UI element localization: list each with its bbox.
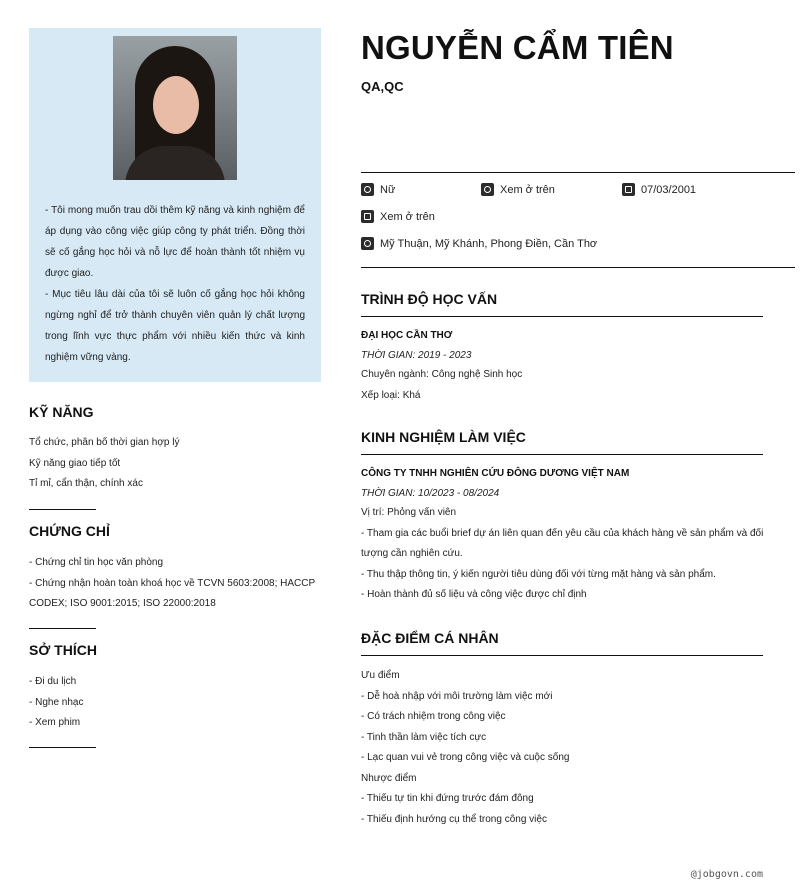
list-item: - Chứng nhận hoàn toàn khoá học về TCVN 5603:2008; HACCP CODEX; ISO 9001:2015; ISO 22000:2018 bbox=[29, 577, 315, 609]
strength-item: - Dễ hoà nhập với môi trường làm việc mới bbox=[361, 690, 553, 702]
strengths-label: Ưu điểm bbox=[361, 670, 400, 681]
experience-title: KINH NGHIỆM LÀM VIỆC bbox=[361, 429, 526, 445]
email-icon bbox=[361, 210, 374, 223]
photo-face bbox=[153, 76, 199, 134]
phone-value: Xem ở trên bbox=[500, 183, 555, 196]
list-item: Kỹ năng giao tiếp tốt bbox=[29, 457, 121, 469]
strength-item: - Có trách nhiệm trong công việc bbox=[361, 711, 506, 722]
career-objective bbox=[45, 200, 305, 368]
watermark: @jobgovn.com bbox=[690, 869, 763, 880]
school-name: ĐẠI HỌC CẦN THƠ bbox=[361, 330, 453, 341]
candidate-name: NGUYỄN CẨM TIÊN bbox=[361, 29, 674, 66]
experience-body bbox=[361, 464, 765, 606]
education-grade: Xếp loại: Khá bbox=[361, 389, 421, 401]
education-body bbox=[361, 326, 765, 406]
education-major: Chuyên ngành: Công nghệ Sinh học bbox=[361, 369, 523, 380]
contact-birthday bbox=[622, 183, 696, 196]
certificates-list bbox=[29, 553, 325, 615]
list-item: - Xem phim bbox=[29, 717, 81, 728]
skills-title: KỸ NĂNG bbox=[29, 404, 94, 420]
experience-duty: - Hoàn thành đủ số liệu và công việc được chỉ định bbox=[361, 589, 587, 600]
birthday-value: 07/03/2001 bbox=[641, 183, 697, 196]
contact-phone bbox=[481, 183, 555, 196]
experience-period: THỜI GIAN: 10/2023 - 08/2024 bbox=[361, 488, 500, 499]
strength-item: - Lạc quan vui vẻ trong công việc và cuộc sống bbox=[361, 752, 570, 763]
list-item: Tỉ mỉ, cẩn thận, chính xác bbox=[29, 478, 143, 489]
company-name: CÔNG TY TNHH NGHIÊN CỨU ĐÔNG DƯƠNG VIỆT NAM bbox=[361, 468, 630, 479]
list-item: - Đi du lịch bbox=[29, 676, 77, 687]
section-divider bbox=[29, 628, 96, 629]
gender-icon bbox=[361, 183, 374, 196]
contact-top-rule bbox=[361, 172, 795, 173]
list-item: Tổ chức, phân bố thời gian hợp lý bbox=[29, 437, 180, 448]
weaknesses-label: Nhược điểm bbox=[361, 772, 417, 784]
education-period: THỜI GIAN: 2019 - 2023 bbox=[361, 350, 472, 361]
profile-photo bbox=[113, 36, 237, 180]
section-rule bbox=[361, 316, 763, 317]
location-pin-icon bbox=[361, 237, 374, 250]
profile-panel bbox=[29, 28, 321, 382]
personal-body bbox=[361, 666, 765, 830]
weakness-item: - Thiếu tự tin khi đứng trước đám đông bbox=[361, 793, 534, 804]
weakness-item: - Thiếu định hướng cụ thể trong công việc bbox=[361, 813, 547, 825]
section-divider bbox=[29, 509, 96, 510]
candidate-role: QA,QC bbox=[361, 79, 404, 94]
gender-value: Nữ bbox=[380, 183, 396, 196]
list-item: - Chứng chỉ tin học văn phòng bbox=[29, 557, 163, 568]
education-title: TRÌNH ĐỘ HỌC VẤN bbox=[361, 291, 498, 307]
skills-list bbox=[29, 433, 325, 495]
personal-title: ĐẶC ĐIỂM CÁ NHÂN bbox=[361, 630, 499, 646]
certificates-title: CHỨNG CHỈ bbox=[29, 523, 110, 539]
strength-item: - Tinh thần làm việc tích cực bbox=[361, 731, 487, 743]
hobbies-title: SỞ THÍCH bbox=[29, 642, 97, 658]
contact-bottom-rule bbox=[361, 267, 795, 268]
calendar-icon bbox=[622, 183, 635, 196]
phone-icon bbox=[481, 183, 494, 196]
address-value: Mỹ Thuận, Mỹ Khánh, Phong Điền, Cần Thơ bbox=[380, 237, 598, 250]
section-rule bbox=[361, 454, 763, 455]
section-rule bbox=[361, 655, 763, 656]
list-item: - Nghe nhạc bbox=[29, 696, 84, 708]
objective-paragraph: - Mục tiêu lâu dài của tôi sẽ luôn cố gắng học hỏi không ngừng nghỉ để trở thành chuyên viên quản lý chất lượng trong lĩnh vực thực phẩm với nhiều kiến thức và kinh nghiệm vững vàng. bbox=[45, 289, 305, 363]
experience-duty: - Thu thập thông tin, ý kiến người tiêu dùng đối với từng mặt hàng và sản phẩm. bbox=[361, 568, 716, 580]
contact-address bbox=[361, 237, 597, 250]
experience-duty: - Tham gia các buổi brief dự án liên quan đến yêu cầu của khách hàng về sản phẩm và đối tượng cần nghiên cứu. bbox=[361, 527, 764, 559]
contact-email bbox=[361, 210, 435, 223]
section-divider bbox=[29, 747, 96, 748]
objective-paragraph: - Tôi mong muốn trau dồi thêm kỹ năng và kinh nghiệm để áp dụng vào công việc giúp công ty phát triển. Đồng thời sẽ cố gắng học hỏi và nỗ lực để hoàn thành tốt nhiệm vụ được giao. bbox=[45, 205, 305, 279]
email-value: Xem ở trên bbox=[380, 210, 435, 223]
experience-position: Vị trí: Phỏng vấn viên bbox=[361, 507, 457, 518]
hobbies-list bbox=[29, 672, 325, 734]
contact-gender bbox=[361, 183, 395, 196]
